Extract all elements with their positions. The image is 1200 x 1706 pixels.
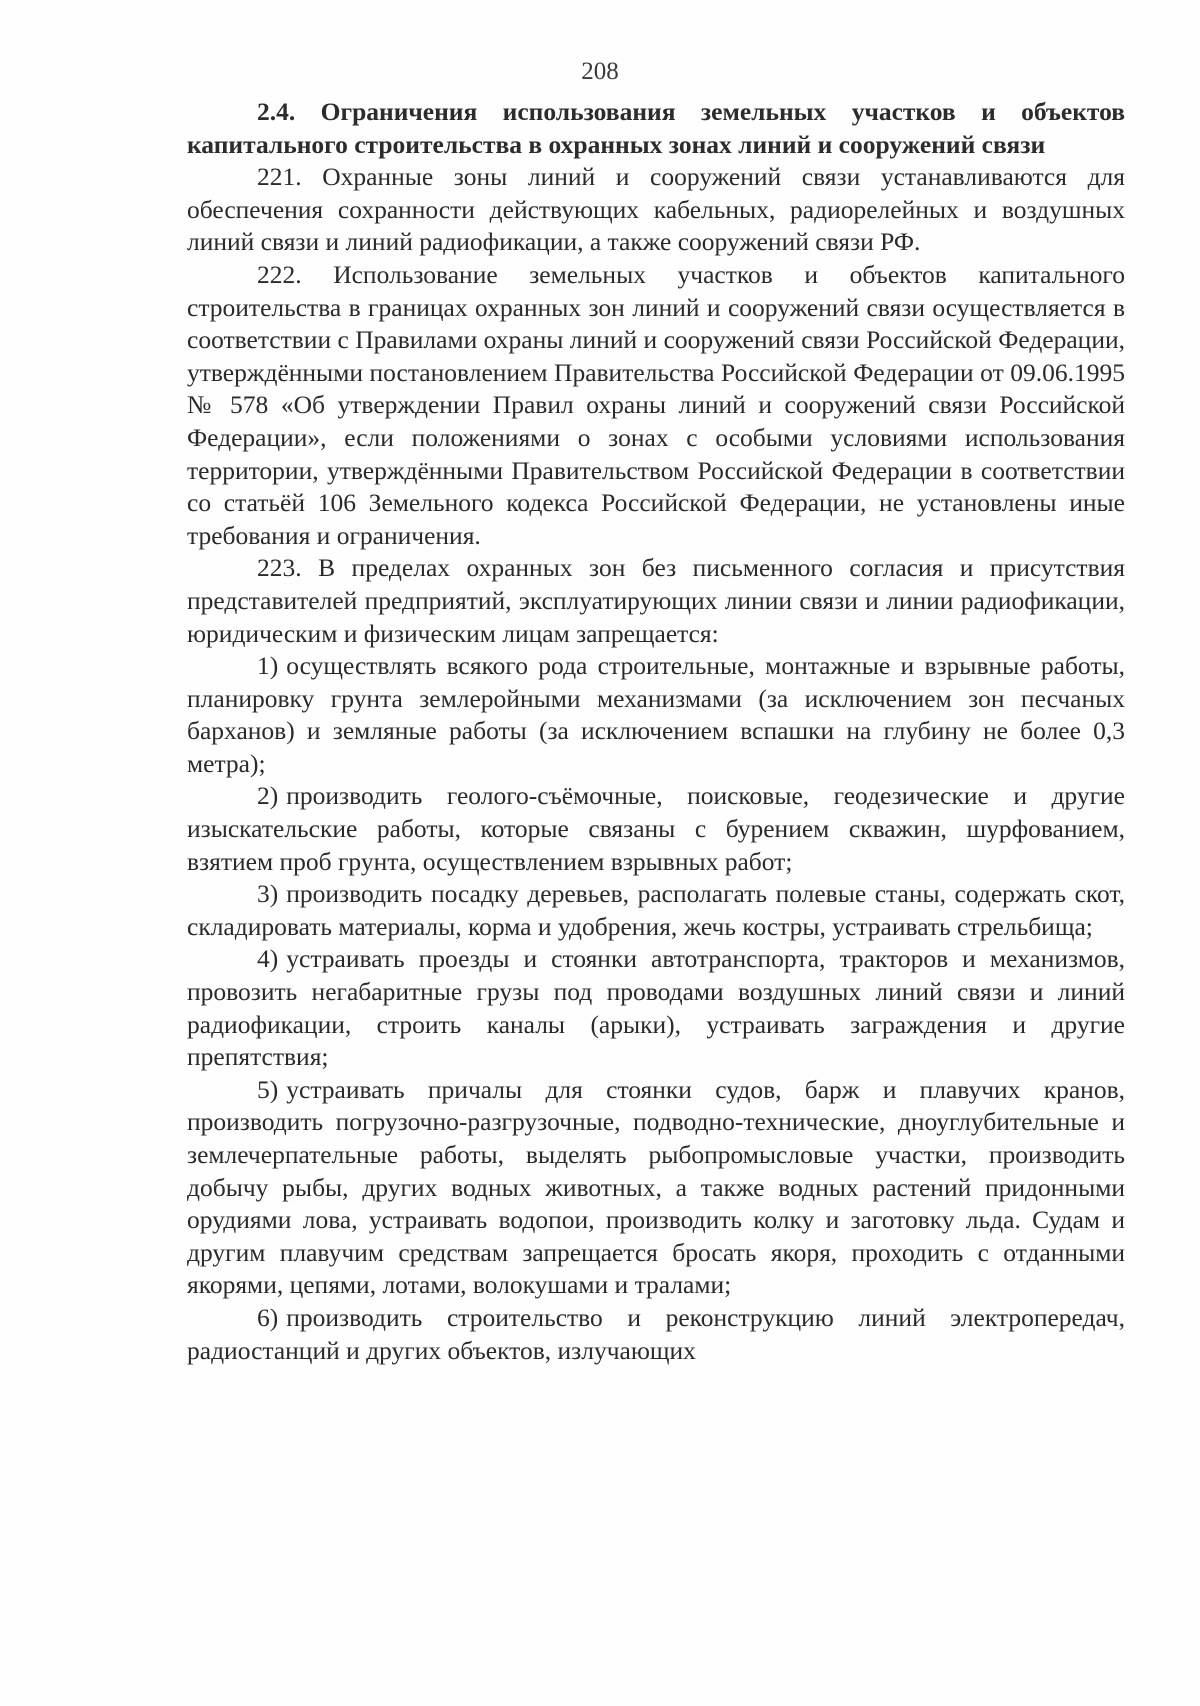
list-item-number: 1)	[257, 651, 279, 681]
list-item	[187, 878, 1125, 943]
list-item-text: производить геолого-съёмочные, поисковые, геодезические и другие изыскательские работы, которые связаны с бурением скважин, шурфованием, взятием проб грунта, осуществлением взрывных работ;	[187, 781, 1125, 876]
list-item-number: 6)	[257, 1302, 279, 1332]
list-item-text: устраивать проезды и стоянки автотранспорта, тракторов и механизмов, провозить негабаритные грузы под проводами воздушных линий связи и линий радиофикации, строить каналы (арыки), устраивать заграждения и другие препятствия;	[187, 944, 1125, 1072]
paragraph-223: 223. В пределах охранных зон без письменного согласия и присутствия представителей предприятий, эксплуатирующих линии связи и линии радиофикации, юридическим и физическим лицам запрещается:	[187, 553, 1125, 648]
list-item	[187, 650, 1125, 780]
list-item	[187, 1074, 1125, 1302]
prohibitions-list	[187, 650, 1125, 1367]
section-heading: 2.4. Ограничения использования земельных участков и объектов капитального строительства в охранных зонах линий и сооружений связи	[187, 97, 1125, 159]
paragraph-222: 222. Использование земельных участков и объектов капитального строительства в границах охранных зон линий и сооружений связи осуществляется в соответствии с Правилами охраны линий и сооружений связи Российской Федерации, утверждёнными постановлением Правительства Российской Федерации от 09.06.1995 № 578 «Об утверждении Правил охраны линий и сооружений связи Российской Федерации», если положениями о зонах с особыми условиями использования территории, утверждёнными Правительством Российской Федерации в соответствии со статьёй 106 Земельного кодекса Российской Федерации, не установлены иные требования и ограничения.	[187, 259, 1125, 550]
list-item	[187, 943, 1125, 1073]
list-item-number: 5)	[257, 1074, 279, 1104]
page-number: 208	[581, 58, 619, 85]
list-item-text: производить посадку деревьев, располагать полевые станы, содержать скот, складировать материалы, корма и удобрения, жечь костры, устраивать стрельбища;	[187, 879, 1125, 941]
list-item-text: осуществлять всякого рода строительные, монтажные и взрывные работы, планировку грунта землеройными механизмами (за исключением зон песчаных барханов) и земляные работы (за исключением вспашки на глубину не более 0,3 метра);	[187, 651, 1125, 778]
list-item	[187, 1302, 1125, 1367]
list-item-text: производить строительство и реконструкцию линий электропередач, радиостанций и других объектов, излучающих	[187, 1302, 1125, 1365]
list-item-number: 2)	[257, 781, 279, 811]
list-item-number: 4)	[257, 944, 279, 974]
list-item-text: устраивать причалы для стоянки судов, барж и плавучих кранов, производить погрузочно-разгрузочные, подводно-технические, дноуглубительные и землечерпательные работы, выделять рыбопромысловые участки, производить добычу рыбы, других водных животных, а также водных растений придонными орудиями лова, устраивать водопои, производить колку и заготовку льда. Судам и другим плавучим средствам запрещается бросать якоря, проходить с отданными якорями, цепями, лотами, волокушами и тралами;	[187, 1074, 1125, 1300]
paragraph-221: 221. Охранные зоны линий и сооружений связи устанавливаются для обеспечения сохранности действующих кабельных, радиорелейных и воздушных линий связи и линий радиофикации, а также сооружений связи РФ.	[187, 162, 1125, 257]
list-item-number: 3)	[257, 879, 279, 909]
list-item	[187, 780, 1125, 878]
document-body	[187, 96, 1125, 1367]
